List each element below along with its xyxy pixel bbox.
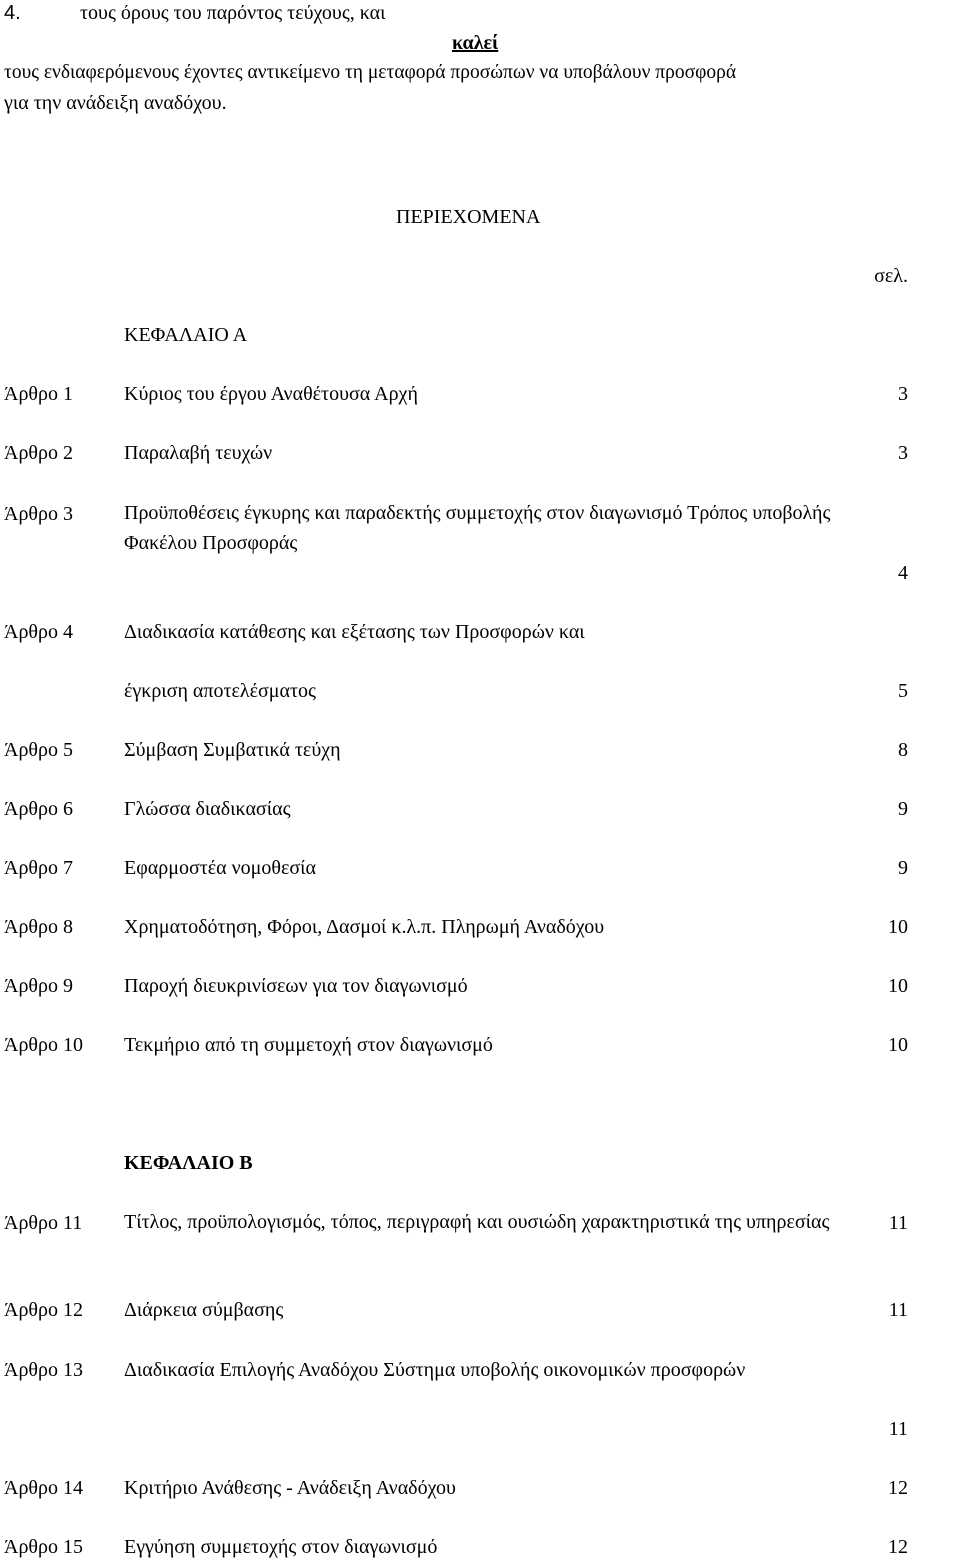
toc-title-12: Διάρκεια σύμβασης: [124, 1299, 284, 1321]
toc-page-1: 3: [898, 383, 908, 405]
toc-page-12: 11: [888, 1299, 908, 1321]
toc-title-4: Διαδικασία κατάθεσης και εξέτασης των Προσφορών και: [124, 621, 585, 643]
toc-title-2: Παραλαβή τευχών: [124, 442, 273, 464]
toc-page-13: 11: [888, 1418, 908, 1440]
toc-title-5: Σύμβαση Συμβατικά τεύχη: [124, 739, 341, 761]
toc-page-11: 11: [888, 1212, 908, 1234]
toc-article-5: Άρθρο 5: [4, 739, 73, 761]
intro-kalei: καλεί: [452, 32, 499, 54]
toc-article-3: Άρθρο 3: [4, 503, 73, 525]
toc-title-9: Παροχή διευκρινίσεων για τον διαγωνισμό: [124, 975, 468, 997]
toc-article-12: Άρθρο 12: [4, 1299, 83, 1321]
toc-title-4-cont: έγκριση αποτελέσματος: [124, 680, 316, 702]
toc-article-11: Άρθρο 11: [4, 1212, 83, 1234]
toc-title: ΠΕΡΙΕΧΟΜΕΝΑ: [396, 206, 541, 228]
intro-number: 4.: [4, 2, 21, 24]
toc-title-13: Διαδικασία Επιλογής Αναδόχου Σύστημα υποβολής οικονομικών προσφορών: [124, 1359, 746, 1381]
toc-page-5: 8: [898, 739, 908, 761]
toc-article-6: Άρθρο 6: [4, 798, 73, 820]
toc-title-14: Κριτήριο Ανάθεσης - Ανάδειξη Αναδόχου: [124, 1477, 456, 1499]
toc-title-1: Κύριος του έργου Αναθέτουσα Αρχή: [124, 383, 418, 405]
toc-article-8: Άρθρο 8: [4, 916, 73, 938]
toc-title-7: Εφαρμοστέα νομοθεσία: [124, 857, 317, 879]
toc-article-13: Άρθρο 13: [4, 1359, 83, 1381]
toc-article-9: Άρθρο 9: [4, 975, 73, 997]
toc-article-15: Άρθρο 15: [4, 1536, 83, 1558]
intro-line-3: για την ανάδειξη αναδόχου.: [4, 92, 227, 114]
intro-line-2: τους ενδιαφερόμενους έχοντες αντικείμενο τη μεταφορά προσώπων να υποβάλουν προσφορά: [4, 62, 737, 83]
chapter-b-heading: ΚΕΦΑΛΑΙΟ Β: [124, 1152, 253, 1174]
toc-title-11: Τίτλος, προϋπολογισμός, τόπος, περιγραφή και ουσιώδη χαρακτηριστικά της υπηρεσίας: [124, 1211, 830, 1233]
toc-page-9: 10: [888, 975, 908, 997]
toc-page-15: 12: [888, 1536, 908, 1558]
toc-article-1: Άρθρο 1: [4, 383, 73, 405]
toc-article-14: Άρθρο 14: [4, 1477, 83, 1499]
toc-title-3: Προϋποθέσεις έγκυρης και παραδεκτής συμμετοχής στον διαγωνισμό Τρόπος υποβολής Φακέλου Προσφοράς: [124, 502, 831, 554]
toc-page-2: 3: [898, 442, 908, 464]
toc-article-4: Άρθρο 4: [4, 621, 73, 643]
toc-page-8: 10: [888, 916, 908, 938]
toc-page-4: 5: [898, 680, 908, 702]
toc-page-14: 12: [888, 1477, 908, 1499]
toc-article-7: Άρθρο 7: [4, 857, 73, 879]
toc-page-7: 9: [898, 857, 908, 879]
toc-article-10: Άρθρο 10: [4, 1034, 83, 1056]
toc-page-3: 4: [898, 562, 908, 584]
page-column-label: σελ.: [874, 265, 908, 287]
toc-title-8: Χρηματοδότηση, Φόροι, Δασμοί κ.λ.π. Πληρωμή Αναδόχου: [124, 916, 605, 938]
toc-page-6: 9: [898, 798, 908, 820]
toc-article-2: Άρθρο 2: [4, 442, 73, 464]
toc-title-10: Τεκμήριο από τη συμμετοχή στον διαγωνισμό: [124, 1034, 493, 1056]
toc-title-6: Γλώσσα διαδικασίας: [124, 798, 291, 820]
toc-page-10: 10: [888, 1034, 908, 1056]
intro-line-1: τους όρους του παρόντος τεύχους, και: [80, 2, 386, 24]
toc-title-15: Εγγύηση συμμετοχής στον διαγωνισμό: [124, 1536, 438, 1558]
chapter-a-heading: ΚΕΦΑΛΑΙΟ Α: [124, 324, 248, 346]
